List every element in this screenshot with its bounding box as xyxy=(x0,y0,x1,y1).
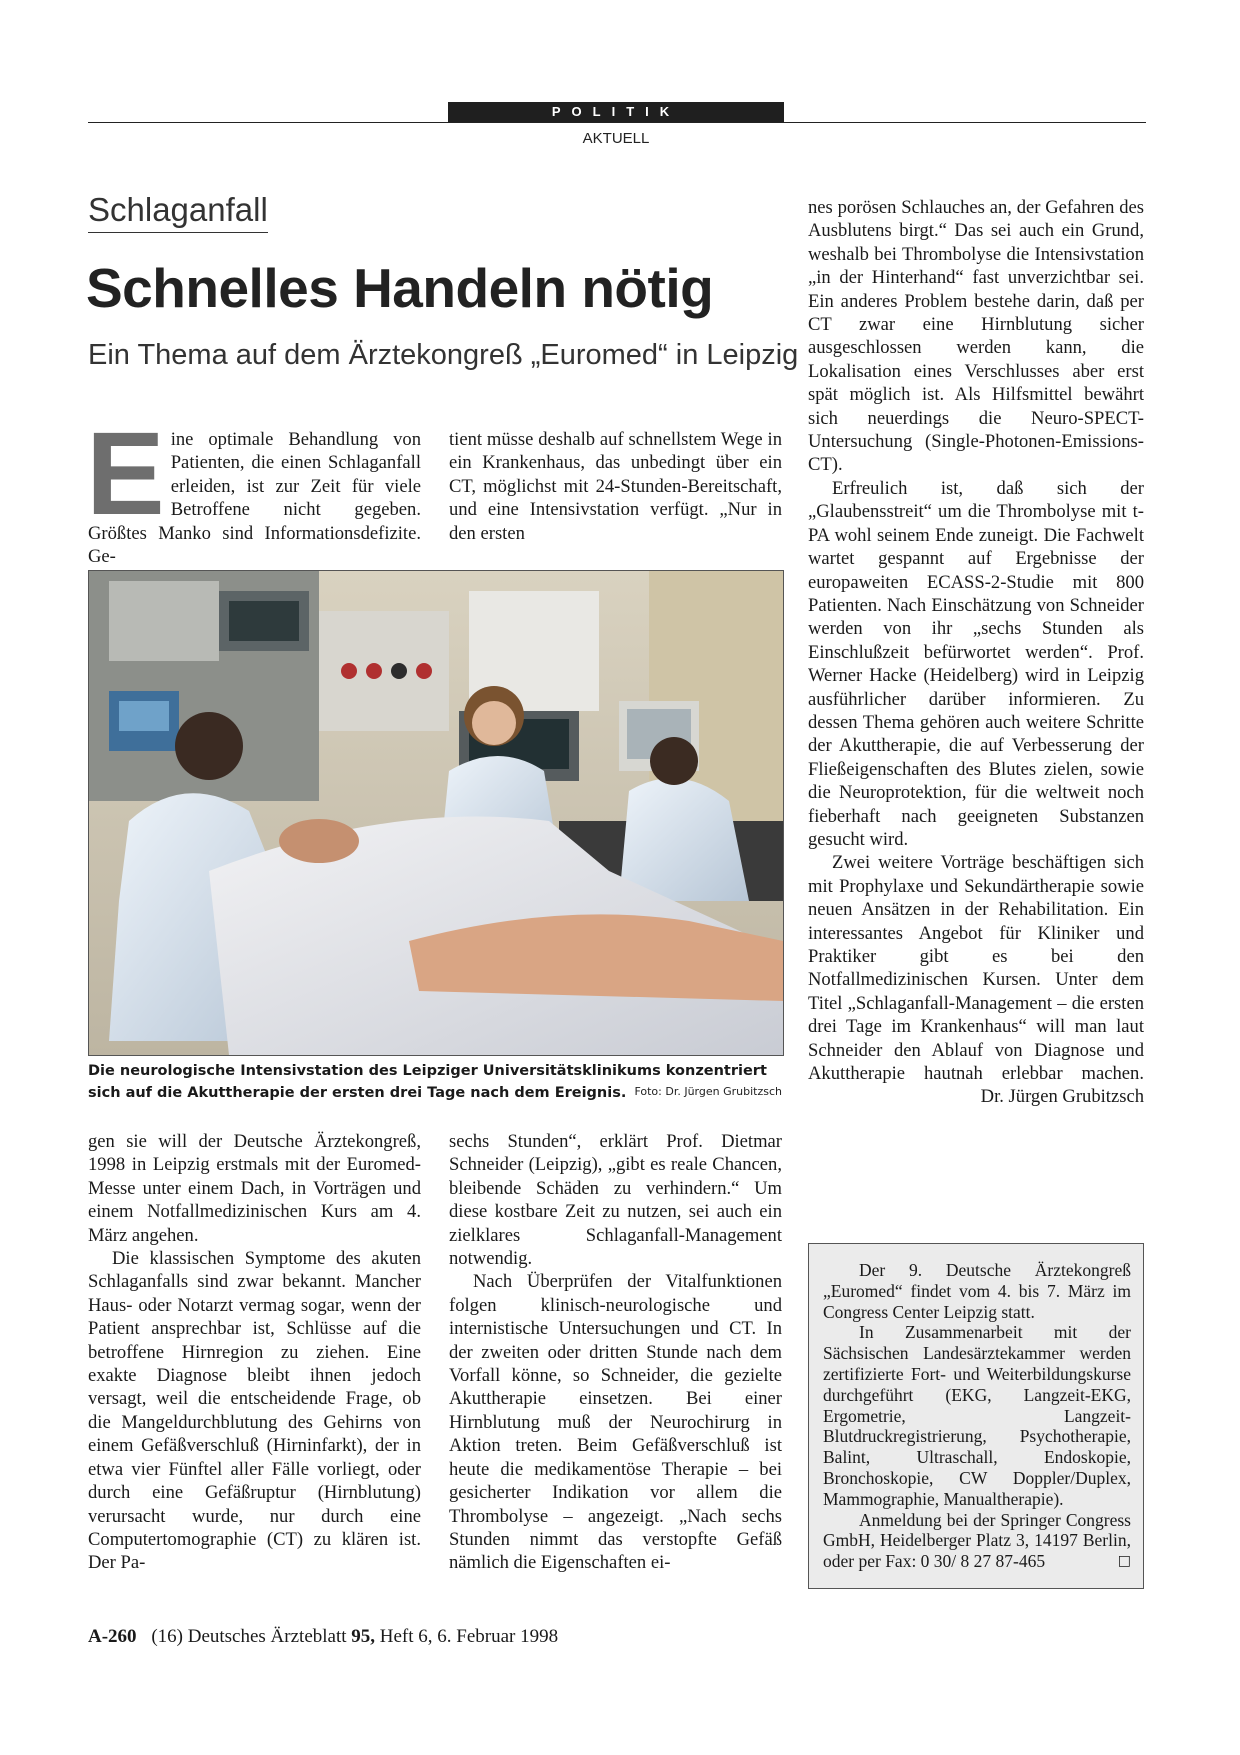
intro-column-2 xyxy=(449,428,782,545)
body-column-3 xyxy=(808,196,1144,1109)
intro-column-1 xyxy=(86,408,421,568)
drop-cap: E xyxy=(86,408,165,540)
paragraph: sechs Stunden“, erklärt Prof. Dietmar Schneider (Leipzig), „gibt es reale Chancen, bleibende Schäden zu verhindern.“ Um diese kostbare Zeit zu nutzen, sei auch ein zielklares Schlaganfall-Management notwendig. xyxy=(449,1131,782,1270)
info-text: Anmeldung bei der Springer Congress GmbH, Heidelberger Platz 3, 14197 Berlin, oder per Fax: 0 30/ 8 27 87-465 xyxy=(823,1509,1131,1572)
end-square-icon: □ xyxy=(1117,1553,1131,1570)
article-kicker: Schlaganfall xyxy=(88,190,268,233)
author-signature: Dr. Jürgen Grubitzsch xyxy=(980,1086,1144,1108)
paragraph-text: Zwei weitere Vorträge beschäftigen sich mit Prophylaxe und Sekundärtherapie sowie neuen Ansätzen in der Rehabilitation. Ein interessantes Angebot für Kliniker und Praktiker gibt es bei den Notfallmedizinischen Kursen. Unter dem Titel „Schlaganfall-Management – die ersten drei Tage im Krankenhaus“ will man laut Schneider den Ablauf von Diagnose und Akuttherapie hautnah erlebbar machen. xyxy=(808,852,1144,1085)
article-subtitle: Ein Thema auf dem Ärztekongreß „Euromed“ in Leipzig xyxy=(88,339,799,371)
icu-scene-image xyxy=(89,571,783,1055)
info-paragraph xyxy=(823,1510,1131,1572)
article-photo xyxy=(88,570,784,1056)
photo-caption: Die neurologische Intensivstation des Leipziger Universitätsklinikums konzentriert sich auf die Akuttherapie der ersten drei Tage nach dem Ereignis. xyxy=(88,1063,767,1101)
paragraph: Erfreulich ist, daß sich der „Glaubensstreit“ um die Thrombolyse mit t-PA wohl seinem Ende zuneigt. Die Fachwelt wartet gespannt auf Ergebnisse der europaweiten ECASS-2-Studie mit 800 Patienten. Nach Einschätzung von Schneider werden von ihr „sechs Stunden als Einschlußzeit befürwortet werden“. Prof. Werner Hacke (Heidelberg) wird in Leipzig ausführlicher darüber informieren. Zu dessen Thema gehören auch weitere Schritte der Akuttherapie, die auf Verbesserung der Fließeigenschaften des Blutes zielen, sowie die Neuroprotektion, für die weltweit noch fieberhaft nach geeigneten Substanzen gesucht wird. xyxy=(808,477,1144,850)
info-paragraph: Der 9. Deutsche Ärztekongreß „Euromed“ findet vom 4. bis 7. März im Congress Center Leipzig statt. xyxy=(823,1260,1131,1322)
paragraph: gen sie will der Deutsche Ärztekongreß, 1998 in Leipzig erstmals mit der Euromed-Messe unter einem Dach, in Vorträgen und einem Notfallmedizinischen Kurs am 4. März angehen. xyxy=(88,1131,421,1246)
journal-name: (16) Deutsches Ärzteblatt xyxy=(151,1626,347,1647)
info-box xyxy=(808,1243,1144,1589)
section-label: POLITIK xyxy=(448,102,784,122)
paragraph: Nach Überprüfen der Vitalfunktionen folgen klinisch-neurologische und internistische Untersuchungen und CT. In der zweiten oder dritten Stunde nach dem Vorfall könne, so Schneider, die gezielte Akuttherapie einsetzen. Bei einer Hirnblutung muß der Neurochirurg in Aktion treten. Beim Gefäßverschluß ist heute die medikamentöse Therapie – bei gesicherter Indikation vor allem die Thrombolyse – angezeigt. „Nach sechs Stunden nimmt das verstopfte Gefäß nämlich die Eigenschaften ei- xyxy=(449,1271,782,1574)
photo-credit: Foto: Dr. Jürgen Grubitzsch xyxy=(634,1085,782,1098)
paragraph xyxy=(808,851,1144,1108)
info-paragraph: In Zusammenarbeit mit der Sächsischen Landesärztekammer werden zertifizierte Fort- und Weiterbildungskurse durchgeführt (EKG, Langzeit-EKG, Ergometrie, Langzeit-Blutdruckregistrierung, Psychotherapie, Balint, Ultraschall, Endoskopie, Bronchoskopie, CW Doppler/Duplex, Mammographie, Manualtherapie). xyxy=(823,1322,1131,1509)
journal-issue: Heft 6, 6. Februar 1998 xyxy=(379,1626,559,1647)
journal-volume: 95, xyxy=(351,1626,376,1647)
body-column-2 xyxy=(449,1130,782,1575)
subsection-label: AKTUELL xyxy=(582,130,650,147)
intro-text-1: ine optimale Behandlung von Patienten, die einen Schlaganfall erleiden, ist zur Zeit für viele Betroffene nicht gegeben. Größtes Manko sind Informationsdefizite. Ge- xyxy=(88,429,421,568)
header-rule xyxy=(88,122,1146,123)
page-number: A-260 xyxy=(88,1626,137,1647)
intro-text-2: tient müsse deshalb auf schnellstem Wege in ein Krankenhaus, das unbedingt über ein CT, möglichst mit 24-Stunden-Bereitschaft, und eine Intensivstation verfügt. „Nur in den ersten xyxy=(449,429,782,544)
body-column-1 xyxy=(88,1130,421,1575)
article-title: Schnelles Handeln nötig xyxy=(86,257,714,319)
paragraph: Die klassischen Symptome des akuten Schlaganfalls sind zwar bekannt. Mancher Haus- oder Notarzt vermag sogar, wenn der Patient ansprechbar ist, Schlüsse auf die betroffene Hirnregion zu ziehen. Eine exakte Diagnose bleibt ihnen jedoch versagt, weil die entscheidende Frage, ob die Mangeldurchblutung des Gehirns von einem Gefäßverschluß (Hirninfarkt), der in etwa vier Fünftel aller Fälle vorliegt, oder durch eine Gefäßruptur (Hirnblutung) verursacht wurde, nur durch eine Computertomographie (CT) zu klären ist. Der Pa- xyxy=(88,1248,421,1574)
page-footer xyxy=(88,1626,558,1648)
paragraph: nes porösen Schlauches an, der Gefahren des Ausblutens birgt.“ Das sei auch ein Grund, weshalb bei Thrombolyse die Intensivstation „in der Hinterhand“ fast unverzichtbar sei. Ein anderes Problem bestehe darin, daß per CT zwar eine Hirnblutung sicher ausgeschlossen werden kann, die Lokalisation eines Verschlusses aber erst spät möglich ist. Als Hilfsmittel bewährt sich neuerdings die Neuro-SPECT-Untersuchung (Single-Photonen-Emissions-CT). xyxy=(808,197,1144,476)
